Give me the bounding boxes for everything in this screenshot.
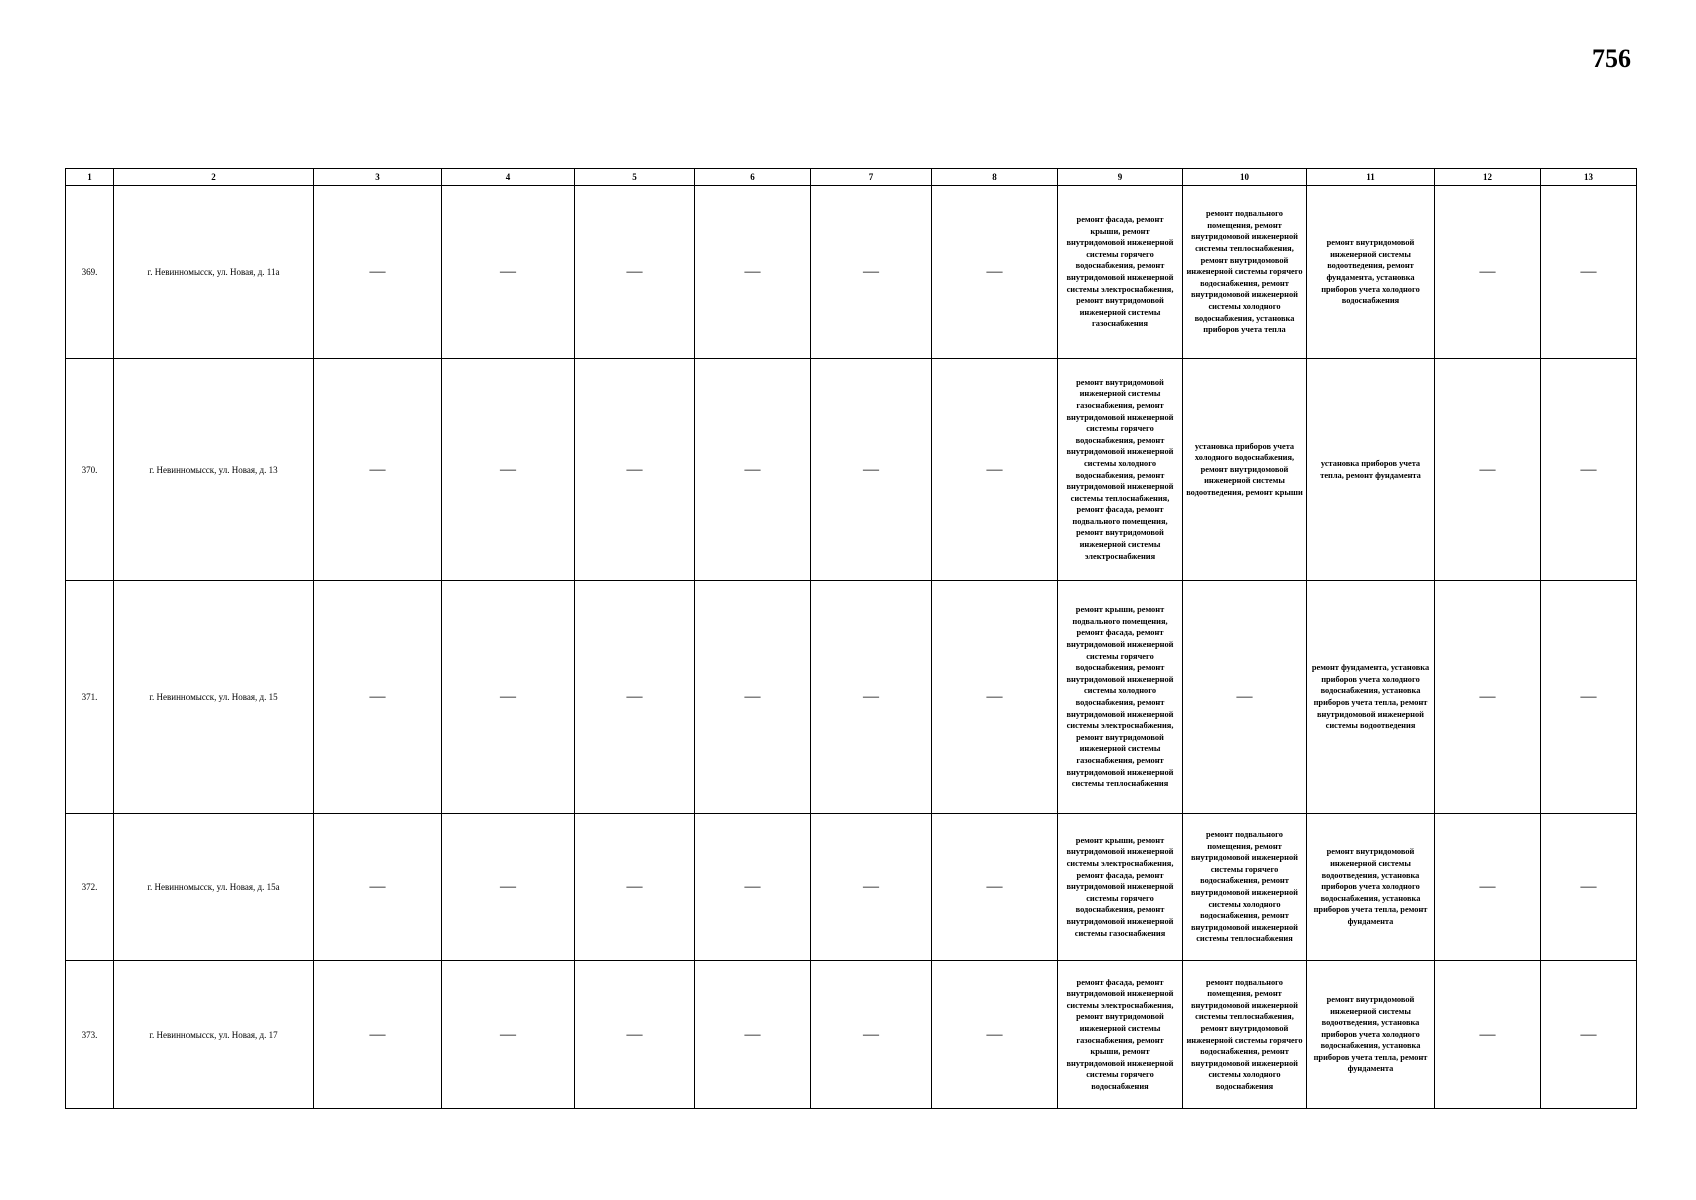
table-row — [66, 186, 1637, 359]
empty-cell-dash: — — [932, 359, 1058, 581]
works-cell-col9: ремонт внутридомовой инженерной системы газоснабжения, ремонт внутридомовой инженерной системы горячего водоснабжения, ремонт внутридомовой инженерной системы холодного водоснабжения, ремонт внутридомовой инженерной системы теплоснабжения, ремонт фасада, ремонт подвального помещения, ремонт внутридомовой инженерной системы электроснабжения — [1058, 359, 1183, 581]
row-number: 370. — [66, 359, 114, 581]
page-number: 756 — [1592, 44, 1631, 73]
empty-cell-dash: — — [442, 814, 575, 961]
column-header: 10 — [1183, 169, 1307, 186]
empty-cell-dash: — — [695, 359, 811, 581]
works-cell-col11: установка приборов учета тепла, ремонт фундамента — [1307, 359, 1435, 581]
empty-cell-dash: — — [1541, 186, 1637, 359]
repair-works-table — [65, 168, 1637, 1109]
column-header: 2 — [114, 169, 314, 186]
empty-cell-dash: — — [575, 581, 695, 814]
works-cell-col10: установка приборов учета холодного водоснабжения, ремонт внутридомовой инженерной системы водоотведения, ремонт крыши — [1183, 359, 1307, 581]
empty-cell-dash: — — [811, 186, 932, 359]
row-address: г. Невинномысск, ул. Новая, д. 15 — [114, 581, 314, 814]
empty-cell-dash: — — [811, 961, 932, 1109]
works-cell-col11: ремонт внутридомовой инженерной системы водоотведения, установка приборов учета холодного водоснабжения, установка приборов учета тепла, ремонт фундамента — [1307, 814, 1435, 961]
column-header: 11 — [1307, 169, 1435, 186]
empty-cell-dash: — — [314, 814, 442, 961]
empty-cell-dash: — — [811, 359, 932, 581]
column-header: 9 — [1058, 169, 1183, 186]
empty-cell-dash: — — [314, 359, 442, 581]
column-header: 13 — [1541, 169, 1637, 186]
table-row — [66, 581, 1637, 814]
empty-cell-dash: — — [575, 186, 695, 359]
column-header: 4 — [442, 169, 575, 186]
works-cell-col10: — — [1183, 581, 1307, 814]
column-header: 8 — [932, 169, 1058, 186]
empty-cell-dash: — — [695, 581, 811, 814]
column-header: 7 — [811, 169, 932, 186]
empty-cell-dash: — — [575, 814, 695, 961]
works-cell-col9: ремонт крыши, ремонт внутридомовой инженерной системы электроснабжения, ремонт фасада, ремонт внутридомовой инженерной системы горячего водоснабжения, ремонт внутридомовой инженерной системы газоснабжения — [1058, 814, 1183, 961]
table-row — [66, 814, 1637, 961]
empty-cell-dash: — — [811, 814, 932, 961]
works-cell-col11: ремонт внутридомовой инженерной системы водоотведения, установка приборов учета холодного водоснабжения, установка приборов учета тепла, ремонт фундамента — [1307, 961, 1435, 1109]
column-header: 1 — [66, 169, 114, 186]
row-address: г. Невинномысск, ул. Новая, д. 17 — [114, 961, 314, 1109]
works-cell-col11: ремонт внутридомовой инженерной системы водоотведения, ремонт фундамента, установка приборов учета холодного водоснабжения — [1307, 186, 1435, 359]
column-header: 3 — [314, 169, 442, 186]
empty-cell-dash: — — [932, 814, 1058, 961]
column-header: 12 — [1435, 169, 1541, 186]
empty-cell-dash: — — [1435, 581, 1541, 814]
empty-cell-dash: — — [695, 186, 811, 359]
table-row — [66, 961, 1637, 1109]
empty-cell-dash: — — [1435, 961, 1541, 1109]
empty-cell-dash: — — [695, 814, 811, 961]
column-header: 6 — [695, 169, 811, 186]
empty-cell-dash: — — [575, 359, 695, 581]
empty-cell-dash: — — [442, 581, 575, 814]
empty-cell-dash: — — [1435, 814, 1541, 961]
empty-cell-dash: — — [314, 961, 442, 1109]
works-cell-col10: ремонт подвального помещения, ремонт внутридомовой инженерной системы горячего водоснабжения, ремонт внутридомовой инженерной системы холодного водоснабжения, ремонт внутридомовой инженерной системы теплоснабжения — [1183, 814, 1307, 961]
empty-cell-dash: — — [811, 581, 932, 814]
empty-cell-dash: — — [314, 186, 442, 359]
works-cell-col11: ремонт фундамента, установка приборов учета холодного водоснабжения, установка приборов учета тепла, ремонт внутридомовой инженерной системы водоотведения — [1307, 581, 1435, 814]
empty-cell-dash: — — [932, 961, 1058, 1109]
row-address: г. Невинномысск, ул. Новая, д. 11а — [114, 186, 314, 359]
works-cell-col10: ремонт подвального помещения, ремонт внутридомовой инженерной системы теплоснабжения, ремонт внутридомовой инженерной системы горячего водоснабжения, ремонт внутридомовой инженерной системы холодного водоснабжения, установка приборов учета тепла — [1183, 186, 1307, 359]
empty-cell-dash: — — [1435, 186, 1541, 359]
empty-cell-dash: — — [442, 961, 575, 1109]
works-cell-col9: ремонт фасада, ремонт крыши, ремонт внутридомовой инженерной системы горячего водоснабжения, ремонт внутридомовой инженерной системы электроснабжения, ремонт внутридомовой инженерной системы газоснабжения — [1058, 186, 1183, 359]
empty-cell-dash: — — [1541, 814, 1637, 961]
empty-cell-dash: — — [932, 581, 1058, 814]
empty-cell-dash: — — [314, 581, 442, 814]
works-cell-col9: ремонт фасада, ремонт внутридомовой инженерной системы электроснабжения, ремонт внутридомовой инженерной системы газоснабжения, ремонт крыши, ремонт внутридомовой инженерной системы горячего водоснабжения — [1058, 961, 1183, 1109]
row-address: г. Невинномысск, ул. Новая, д. 15а — [114, 814, 314, 961]
empty-cell-dash: — — [1541, 961, 1637, 1109]
column-header: 5 — [575, 169, 695, 186]
empty-cell-dash: — — [442, 359, 575, 581]
header-row — [66, 169, 1637, 186]
empty-cell-dash: — — [695, 961, 811, 1109]
row-number: 371. — [66, 581, 114, 814]
empty-cell-dash: — — [932, 186, 1058, 359]
works-cell-col9: ремонт крыши, ремонт подвального помещения, ремонт фасада, ремонт внутридомовой инженерной системы горячего водоснабжения, ремонт внутридомовой инженерной системы холодного водоснабжения, ремонт внутридомовой инженерной системы электроснабжения, ремонт внутридомовой инженерной системы газоснабжения, ремонт внутридомовой инженерной системы теплоснабжения — [1058, 581, 1183, 814]
row-number: 372. — [66, 814, 114, 961]
works-cell-col10: ремонт подвального помещения, ремонт внутридомовой инженерной системы теплоснабжения, ремонт внутридомовой инженерной системы горячего водоснабжения, ремонт внутридомовой инженерной системы холодного водоснабжения — [1183, 961, 1307, 1109]
empty-cell-dash: — — [442, 186, 575, 359]
row-address: г. Невинномысск, ул. Новая, д. 13 — [114, 359, 314, 581]
row-number: 373. — [66, 961, 114, 1109]
empty-cell-dash: — — [1435, 359, 1541, 581]
row-number: 369. — [66, 186, 114, 359]
empty-cell-dash: — — [1541, 359, 1637, 581]
empty-cell-dash: — — [575, 961, 695, 1109]
table-row — [66, 359, 1637, 581]
empty-cell-dash: — — [1541, 581, 1637, 814]
